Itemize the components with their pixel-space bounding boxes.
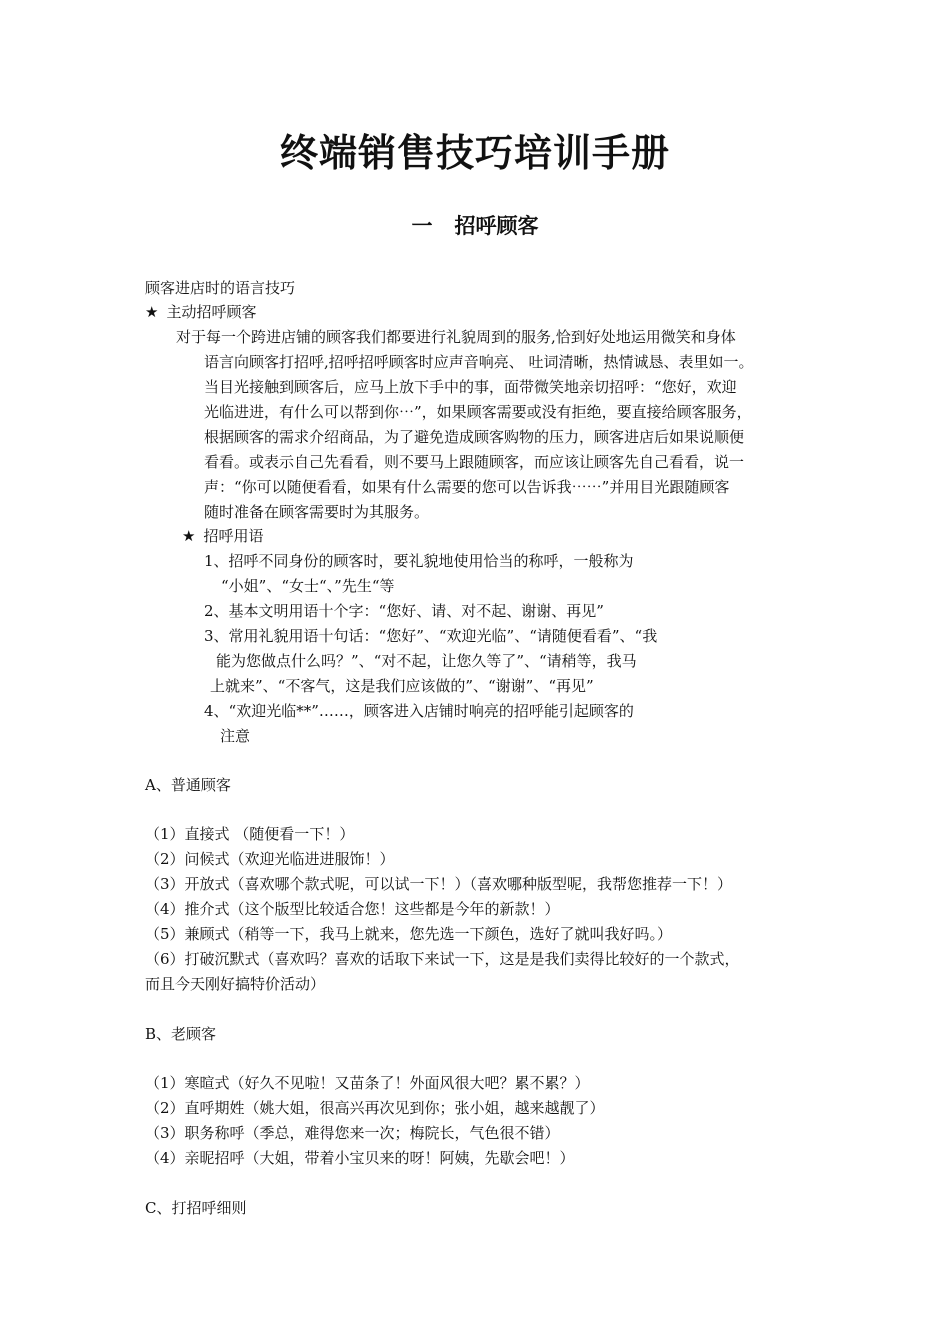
section-c-heading: C、打招呼细则 xyxy=(145,1199,247,1217)
paragraph-line: 语言向顾客打招呼,招呼招呼顾客时应声音响亮、 吐词清晰，热情诚恳、表里如一。 xyxy=(204,353,754,371)
paragraph-line: 根据顾客的需求介绍商品，为了避免造成顾客购物的压力，顾客进店后如果说顺便 xyxy=(204,428,745,446)
section-a-line: （4）推介式（这个版型比较适合您！这些都是今年的新款！） xyxy=(145,900,560,918)
section-heading xyxy=(0,212,950,240)
paragraph-line: 声：“你可以随便看看，如果有什么需要的您可以告诉我⋯⋯”并用目光跟随顾客 xyxy=(204,478,730,496)
star-icon: ★ xyxy=(145,303,159,321)
section-a-line: （5）兼顾式（稍等一下，我马上就来，您先选一下颜色，选好了就叫我好吗。） xyxy=(145,925,673,943)
section-title: 招呼顾客 xyxy=(454,214,539,238)
paragraph-line: 光临进进，有什么可以帮到你⋯”，如果顾客需要或没有拒绝，要直接给顾客服务， xyxy=(204,403,752,421)
active-greeting-heading xyxy=(145,302,256,322)
intro-heading: 顾客进店时的语言技巧 xyxy=(145,279,296,297)
section-b-line: （3）职务称呼（季总，难得您来一次；梅院长，气色很不错） xyxy=(145,1124,560,1142)
section-b-line: （1）寒暄式（好久不见啦！又苗条了！外面风很大吧？累不累？） xyxy=(145,1074,590,1092)
section-a-line: （3）开放式（喜欢哪个款式呢，可以试一下！）（喜欢哪种版型呢，我帮您推荐一下！） xyxy=(145,875,733,893)
paragraph-line: 随时准备在顾客需要时为其服务。 xyxy=(204,503,430,521)
document-title: 终端销售技巧培训手册 xyxy=(279,131,670,175)
section-a-line: （2）问候式（欢迎光临进进服饰！） xyxy=(145,850,395,868)
greeting-terms-heading-text: 招呼用语 xyxy=(203,527,264,545)
section-a-heading: A、普通顾客 xyxy=(145,776,231,794)
term-line: 能为您做点什么吗？”、“对不起，让您久等了”、“请稍等，我马 xyxy=(216,652,637,670)
section-b-line: （4）亲昵招呼（大姐，带着小宝贝来的呀！阿姨，先歇会吧！） xyxy=(145,1149,575,1167)
term-line: “小姐”、“女士“、”先生“等 xyxy=(221,577,395,595)
section-b-line: （2）直呼期姓（姚大姐，很高兴再次见到你；张小姐，越来越靓了） xyxy=(145,1099,605,1117)
term-line: 2、基本文明用语十个字：“您好、请、对不起、谢谢、再见” xyxy=(204,602,604,620)
active-greeting-heading-text: 主动招呼顾客 xyxy=(166,303,257,321)
paragraph-line: 当目光接触到顾客后，应马上放下手中的事，面带微笑地亲切招呼：“您好，欢迎 xyxy=(204,378,737,396)
term-line: 注意 xyxy=(220,727,251,745)
greeting-terms-heading xyxy=(182,526,263,546)
term-line: 上就来”、“不客气，这是我们应该做的”、“谢谢”、“再见” xyxy=(210,677,594,695)
section-number: 一 xyxy=(411,214,433,238)
section-b-heading: B、老顾客 xyxy=(145,1025,217,1043)
term-line: 3、常用礼貌用语十句话：“您好”、“欢迎光临”、“请随便看看”、“我 xyxy=(204,627,658,645)
paragraph-line: 对于每一个跨进店铺的顾客我们都要进行礼貌周到的服务,恰到好处地运用微笑和身体 xyxy=(176,328,736,346)
section-a-line: （1）直接式 （随便看一下！） xyxy=(145,825,355,843)
section-a-line: （6）打破沉默式（喜欢吗？喜欢的话取下来试一下，这是是我们卖得比较好的一个款式， xyxy=(145,950,740,968)
term-line: 1、招呼不同身份的顾客时，要礼貌地使用恰当的称呼，一般称为 xyxy=(204,552,634,570)
star-icon: ★ xyxy=(182,527,196,545)
paragraph-line: 看看。或表示自己先看看，则不要马上跟随顾客，而应该让顾客先自己看看，说一 xyxy=(204,453,745,471)
term-line: 4、“欢迎光临**”……，顾客进入店铺时响亮的招呼能引起顾客的 xyxy=(204,702,634,720)
section-a-line: 而且今天刚好搞特价活动） xyxy=(145,975,326,993)
